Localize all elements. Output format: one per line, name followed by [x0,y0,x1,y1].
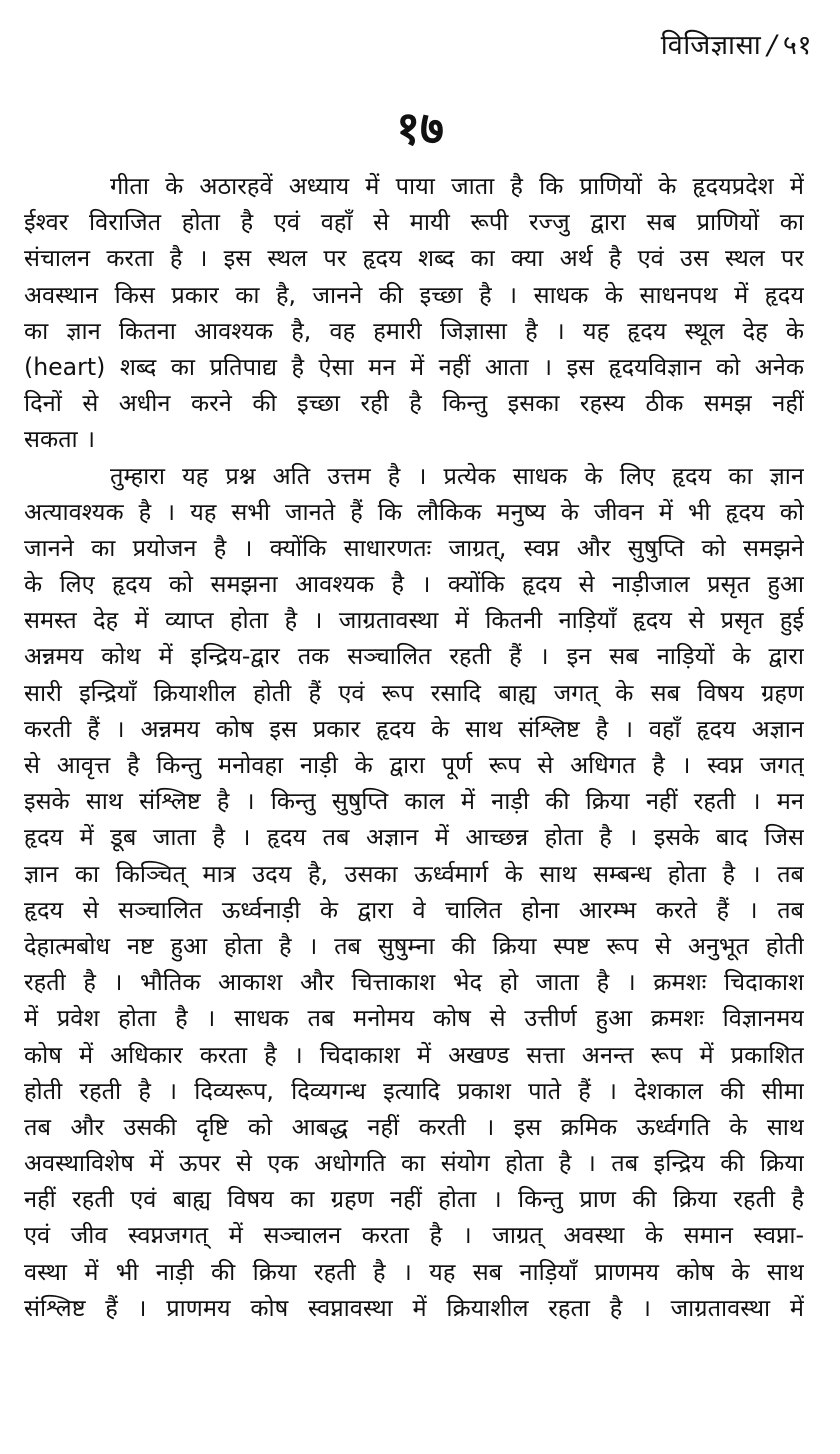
text-line: हृदय से सञ्चालित ऊर्ध्वनाड़ी के द्वारा वे चालित होना आरम्भ करते हैं । तब [24,895,804,924]
text-line: इसके साथ संश्लिष्ट है । किन्तु सुषुप्ति काल में नाड़ी की क्रिया नहीं रहती । मन [24,787,804,816]
text-line: संश्लिष्ट हैं । प्राणमय कोष स्वप्नावस्था में क्रियाशील रहता है । जाग्रतावस्था में [24,1293,804,1322]
text-line: सकता । [24,425,96,454]
text-line: के लिए हृदय को समझना आवश्यक है । क्योंकि हृदय से नाड़ीजाल प्रसृत हुआ [24,570,804,599]
running-header [661,28,812,64]
chapter-number: १७ [396,101,444,155]
text-line: देहात्मबोध नष्ट हुआ होता है । तब सुषुम्ना की क्रिया स्पष्ट रूप से अनुभूत होती [24,931,804,960]
text-line: गीता के अठारहवें अध्याय में पाया जाता है कि प्राणियों के हृदयप्रदेश में [110,172,804,200]
text-line: जानने का प्रयोजन है । क्योंकि साधारणतः जाग्रत्, स्वप्न और सुषुप्ति को समझने [24,533,804,562]
text-line: अवस्थान किस प्रकार का है, जानने की इच्छा है । साधक के साधनपथ में हृदय [24,280,804,309]
text-line: हृदय में डूब जाता है । हृदय तब अज्ञान में आच्छन्न होता है । इसके बाद जिस [24,823,804,852]
text-line: ईश्वर विराजित होता है एवं वहाँ से मायी रूपी रज्जु द्वारा सब प्राणियों का [24,208,804,237]
header-separator: / [767,30,777,61]
text-line: करती हैं । अन्नमय कोष इस प्रकार हृदय के साथ संश्लिष्ट है । वहाँ हृदय अज्ञान [24,714,804,743]
text-line: संचालन करता है । इस स्थल पर हृदय शब्द का क्या अर्थ है एवं उस स्थल पर [24,244,804,273]
text-line: (heart) शब्द का प्रतिपाद्य है ऐसा मन में नहीं आता । इस हृदयविज्ञान को अनेक [24,352,804,381]
text-line: अत्यावश्यक है । यह सभी जानते हैं कि लौकिक मनुष्य के जीवन में भी हृदय को [24,497,804,526]
text-line: कोष में अधिकार करता है । चिदाकाश में अखण्ड सत्ता अनन्त रूप में प्रकाशित [24,1040,804,1069]
text-line: अवस्थाविशेष में ऊपर से एक अधोगति का संयोग होता है । तब इन्द्रिय की क्रिया [24,1149,804,1178]
text-line: सारी इन्द्रियाँ क्रियाशील होती हैं एवं रूप रसादि बाह्य जगत् के सब विषय ग्रहण [24,678,804,707]
text-line: तुम्हारा यह प्रश्न अति उत्तम है । प्रत्येक साधक के लिए हृदय का ज्ञान [110,461,804,490]
page-number: ५१ [782,30,812,61]
text-line: में प्रवेश होता है । साधक तब मनोमय कोष से उत्तीर्ण हुआ क्रमशः विज्ञानमय [24,1004,804,1033]
text-line: समस्त देह में व्याप्त होता है । जाग्रतावस्था में कितनी नाड़ियाँ हृदय से प्रसृत हुई [24,606,804,635]
text-line: रहती है । भौतिक आकाश और चित्ताकाश भेद हो जाता है । क्रमशः चिदाकाश [24,968,804,997]
text-line: दिनों से अधीन करने की इच्छा रही है किन्तु इसका रहस्य ठीक समझ नहीं [24,389,804,418]
text-line: ज्ञान का किञ्चित् मात्र उदय है, उसका ऊर्ध्वमार्ग के साथ सम्बन्ध होता है । तब [24,859,804,888]
text-line: वस्था में भी नाड़ी की क्रिया रहती है । यह सब नाड़ियाँ प्राणमय कोष के साथ [24,1257,804,1286]
text-line: नहीं रहती एवं बाह्य विषय का ग्रहण नहीं होता । किन्तु प्राण की क्रिया रहती है [24,1185,804,1214]
text-line: एवं जीव स्वप्नजगत् में सञ्चालन करता है । जाग्रत् अवस्था के समान स्वप्ना- [24,1221,804,1250]
text-line: से आवृत्त है किन्तु मनोवहा नाड़ी के द्वारा पूर्ण रूप से अधिगत है । स्वप्न जगत् [24,751,804,779]
text-line: तब और उसकी दृष्टि को आबद्ध नहीं करती । इस क्रमिक ऊर्ध्वगति के साथ [24,1112,804,1141]
book-title: विजिज्ञासा [660,30,762,61]
body-text [24,168,804,1326]
text-line: का ज्ञान कितना आवश्यक है, वह हमारी जिज्ञासा है । यह हृदय स्थूल देह के [24,316,804,345]
text-line: अन्नमय कोथ में इन्द्रिय-द्वार तक सञ्चालित रहती हैं । इन सब नाड़ियों के द्वारा [24,642,804,671]
text-line: होती रहती है । दिव्यरूप, दिव्यगन्ध इत्यादि प्रकाश पाते हैं । देशकाल की सीमा [24,1076,804,1105]
